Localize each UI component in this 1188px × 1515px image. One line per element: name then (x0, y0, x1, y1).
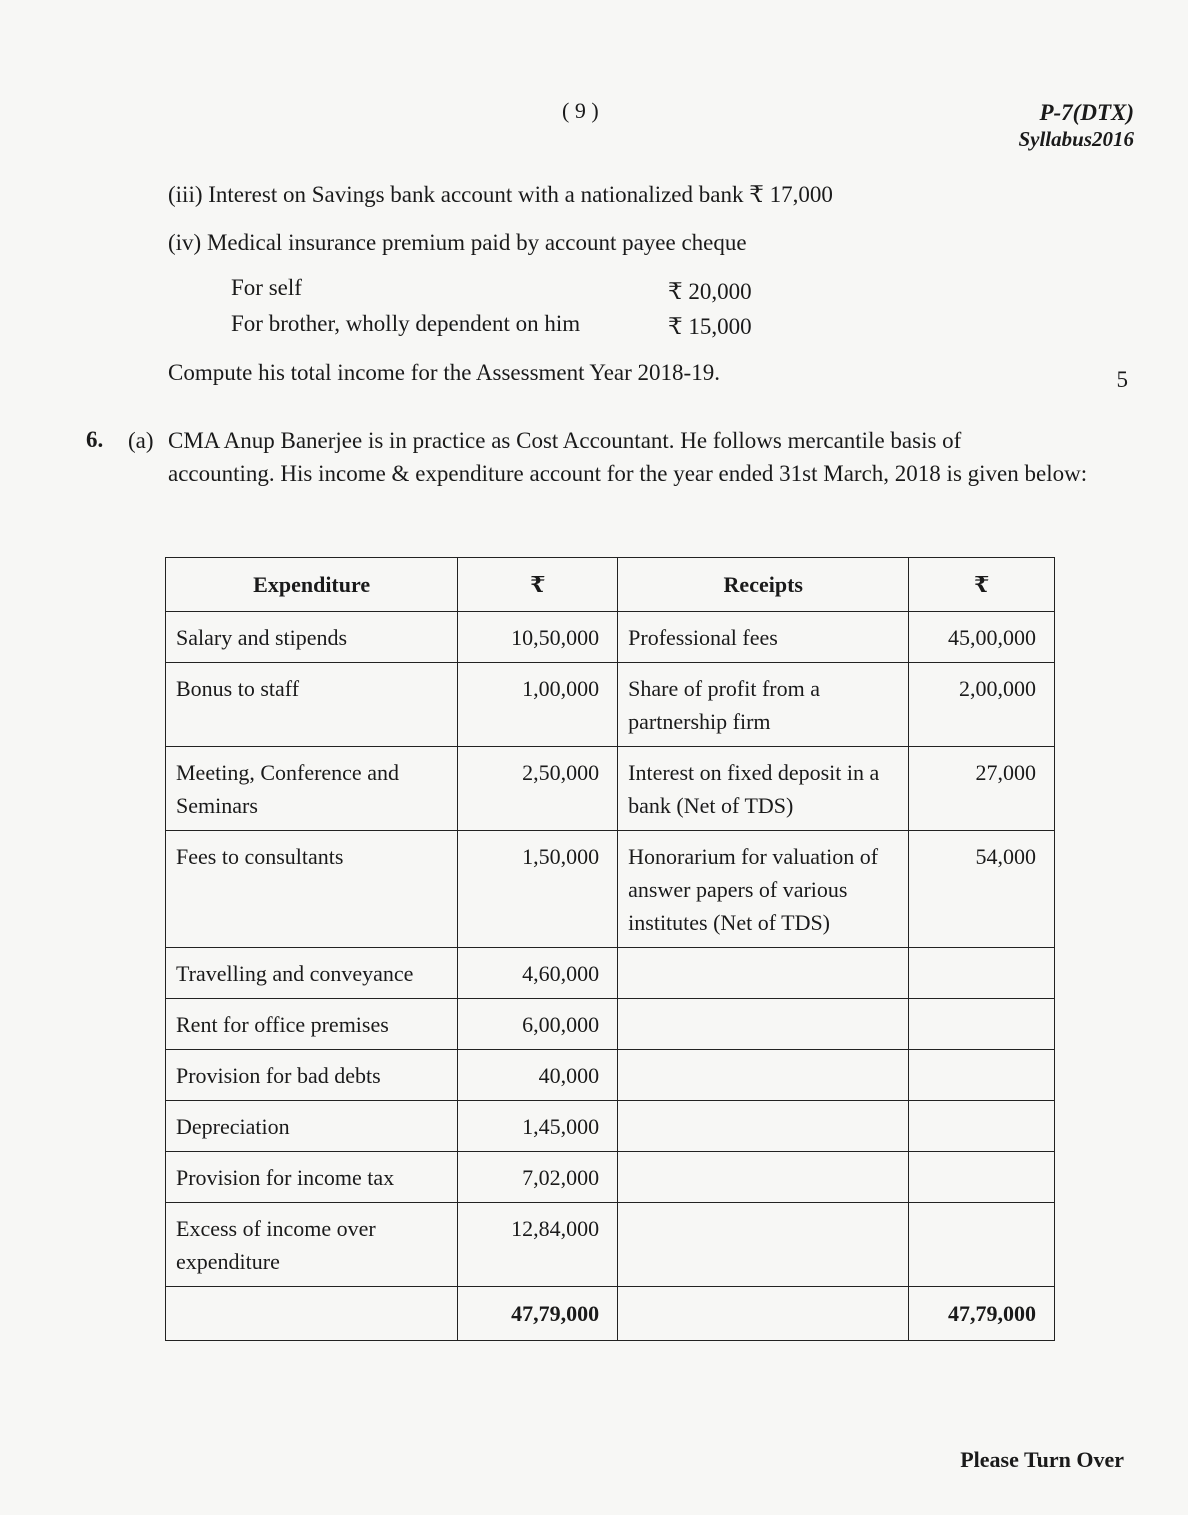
expenditure-amount: 6,00,000 (458, 999, 618, 1050)
expenditure-item: Bonus to staff (166, 663, 458, 747)
paper-code-block (1018, 100, 1134, 152)
receipt-amount (909, 999, 1055, 1050)
question-text-line1: CMA Anup Banerjee is in practice as Cost Accountant. He follows mercantile basis of (168, 428, 962, 453)
expenditure-item: Fees to consultants (166, 831, 458, 948)
receipt-item: Professional fees (618, 612, 909, 663)
question-number: 6. (86, 427, 104, 452)
total-row (166, 1287, 1055, 1341)
question-sub-label: (a) (128, 428, 154, 453)
expenditure-item: Rent for office premises (166, 999, 458, 1050)
expenditure-amount: 12,84,000 (458, 1203, 618, 1287)
receipt-item: Honorarium for valuation of answer papers of various institutes (Net of TDS) (618, 831, 909, 948)
expenditure-item: Excess of income over expenditure (166, 1203, 458, 1287)
table-row (166, 663, 1055, 747)
table-row (166, 999, 1055, 1050)
receipt-item (618, 999, 909, 1050)
expenditure-amount: 10,50,000 (458, 612, 618, 663)
premium-amount-self: ₹ 20,000 (668, 279, 752, 304)
expenditure-amount: 7,02,000 (458, 1152, 618, 1203)
table-row (166, 1203, 1055, 1287)
expenditure-item: Provision for income tax (166, 1152, 458, 1203)
marks: 5 (1116, 367, 1128, 392)
receipt-item (618, 1050, 909, 1101)
expenditure-amount: 1,45,000 (458, 1101, 618, 1152)
expenditure-item: Meeting, Conference and Seminars (166, 747, 458, 831)
table-row (166, 831, 1055, 948)
table-row (166, 1152, 1055, 1203)
expenditure-item: Provision for bad debts (166, 1050, 458, 1101)
receipt-amount: 2,00,000 (909, 663, 1055, 747)
expenditure-amount: 1,00,000 (458, 663, 618, 747)
premium-label-self: For self (231, 275, 302, 300)
header-rupee-left: ₹ (458, 558, 618, 612)
receipt-amount (909, 1101, 1055, 1152)
receipt-item: Interest on fixed deposit in a bank (Net of TDS) (618, 747, 909, 831)
total-blank-left (166, 1287, 458, 1341)
receipt-amount: 54,000 (909, 831, 1055, 948)
header-rupee-right: ₹ (909, 558, 1055, 612)
total-expenditure: 47,79,000 (458, 1287, 618, 1341)
please-turn-over: Please Turn Over (960, 1447, 1124, 1472)
table-row (166, 747, 1055, 831)
expenditure-item: Depreciation (166, 1101, 458, 1152)
table-row (166, 1101, 1055, 1152)
receipt-amount: 45,00,000 (909, 612, 1055, 663)
compute-instruction: Compute his total income for the Assessment Year 2018-19. (168, 360, 720, 385)
total-blank-right (618, 1287, 909, 1341)
question-text (128, 424, 1132, 490)
expenditure-item: Travelling and conveyance (166, 948, 458, 999)
item-iv: (iv) Medical insurance premium paid by account payee cheque (168, 230, 747, 255)
item-iii: (iii) Interest on Savings bank account with a nationalized bank ₹ 17,000 (168, 182, 833, 207)
expenditure-amount: 2,50,000 (458, 747, 618, 831)
page-number: ( 9 ) (562, 98, 599, 123)
paper-code: P-7(DTX) (1039, 100, 1134, 125)
income-expenditure-table (165, 557, 1055, 1341)
table-row (166, 1050, 1055, 1101)
premium-amount-brother: ₹ 15,000 (668, 314, 752, 339)
expenditure-item: Salary and stipends (166, 612, 458, 663)
expenditure-amount: 40,000 (458, 1050, 618, 1101)
receipt-amount: 27,000 (909, 747, 1055, 831)
receipt-amount (909, 1203, 1055, 1287)
header-receipts: Receipts (618, 558, 909, 612)
table-row (166, 612, 1055, 663)
receipt-item (618, 948, 909, 999)
receipt-item (618, 1203, 909, 1287)
table-header-row (166, 558, 1055, 612)
receipt-amount (909, 1050, 1055, 1101)
receipt-amount (909, 1152, 1055, 1203)
receipt-item (618, 1101, 909, 1152)
total-receipts: 47,79,000 (909, 1287, 1055, 1341)
question-text-rest: accounting. His income & expenditure account for the year ended 31st March, 2018 is given below: (168, 461, 1088, 486)
receipt-item: Share of profit from a partnership firm (618, 663, 909, 747)
syllabus-label: Syllabus2016 (1018, 127, 1134, 151)
expenditure-amount: 1,50,000 (458, 831, 618, 948)
header-expenditure: Expenditure (166, 558, 458, 612)
expenditure-amount: 4,60,000 (458, 948, 618, 999)
premium-label-brother: For brother, wholly dependent on him (231, 311, 581, 336)
receipt-item (618, 1152, 909, 1203)
table-row (166, 948, 1055, 999)
receipt-amount (909, 948, 1055, 999)
